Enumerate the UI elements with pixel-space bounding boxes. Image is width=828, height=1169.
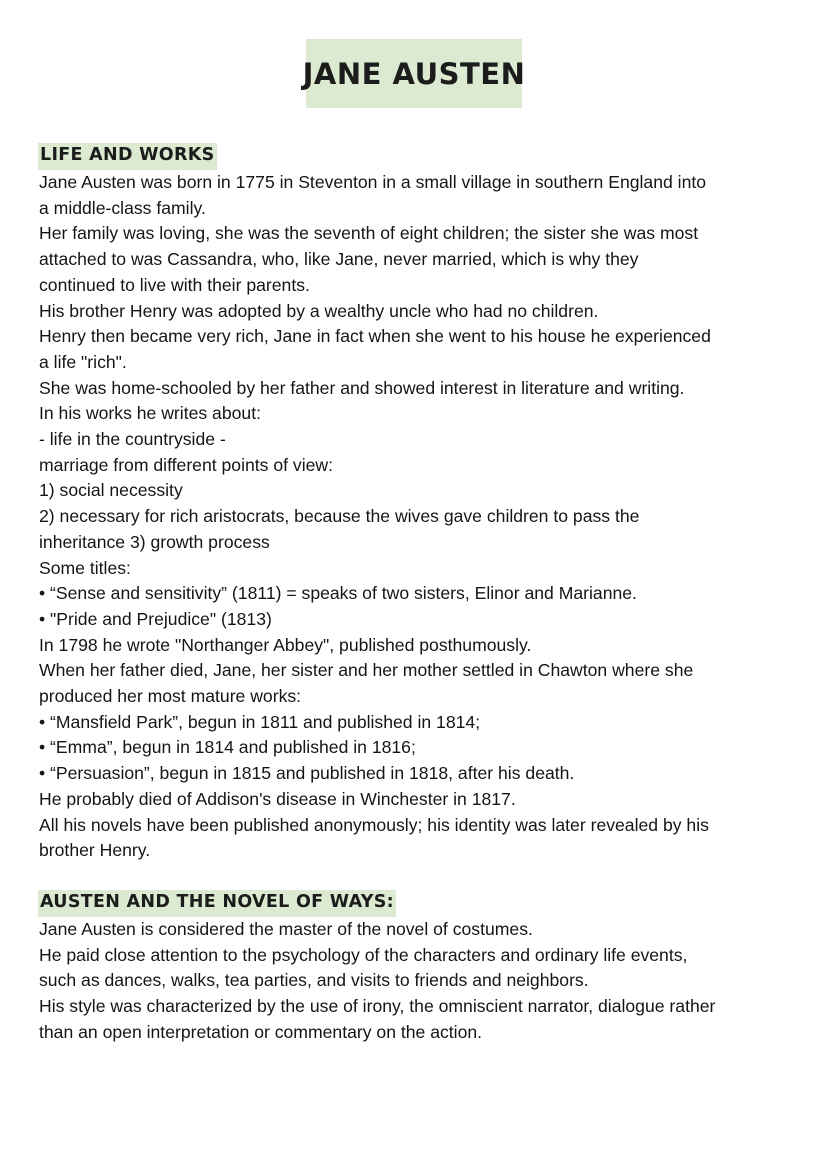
text-line: She was home-schooled by her father and showed interest in literature and writing.	[39, 377, 685, 398]
section-heading: LIFE AND WORKS	[38, 143, 217, 170]
text-line: such as dances, walks, tea parties, and visits to friends and neighbors.	[39, 970, 589, 991]
list-item: • “Persuasion”, begun in 1815 and published in 1818, after his death.	[39, 763, 575, 784]
page-title: JANE AUSTEN	[302, 56, 526, 91]
text-line: Her family was loving, she was the seventh of eight children; the sister she was most	[39, 223, 699, 244]
text-line: 2) necessary for rich aristocrats, because the wives gave children to pass the	[39, 506, 640, 527]
text-line: In 1798 he wrote "Northanger Abbey", published posthumously.	[39, 634, 532, 655]
text-line: a middle-class family.	[39, 197, 206, 218]
text-line: inheritance 3) growth process	[39, 531, 270, 552]
section-body	[39, 917, 809, 1046]
section-heading: AUSTEN AND THE NOVEL OF WAYS:	[38, 890, 396, 917]
text-line: continued to live with their parents.	[39, 274, 310, 295]
list-item: • “Mansfield Park”, begun in 1811 and published in 1814;	[39, 711, 481, 732]
text-line: a life "rich".	[39, 351, 127, 372]
text-line: - life in the countryside -	[39, 429, 226, 450]
text-line: produced her most mature works:	[39, 686, 302, 707]
list-item: • "Pride and Prejudice" (1813)	[39, 608, 272, 629]
text-line: than an open interpretation or commentary on the action.	[39, 1021, 483, 1042]
section-life-and-works	[39, 143, 809, 864]
text-line: Some titles:	[39, 557, 131, 578]
text-line: He probably died of Addison's disease in Winchester in 1817.	[39, 788, 516, 809]
text-line: brother Henry.	[39, 840, 151, 861]
text-line: Jane Austen is considered the master of the novel of costumes.	[39, 919, 533, 939]
text-line: Jane Austen was born in 1775 in Steventon in a small village in southern England into	[39, 172, 707, 192]
text-line: attached to was Cassandra, who, like Jane, never married, which is why they	[39, 249, 639, 270]
list-item: • “Sense and sensitivity” (1811) = speaks of two sisters, Elinor and Marianne.	[39, 583, 637, 604]
title-banner	[302, 39, 526, 108]
section-body	[39, 170, 809, 864]
text-line: His style was characterized by the use of irony, the omniscient narrator, dialogue rather	[39, 996, 716, 1017]
text-line: When her father died, Jane, her sister and her mother settled in Chawton where she	[39, 660, 694, 681]
text-line: All his novels have been published anonymously; his identity was later revealed by his	[39, 814, 709, 835]
text-line: Henry then became very rich, Jane in fact when she went to his house he experienced	[39, 326, 711, 347]
section-novel-of-ways	[39, 890, 809, 1046]
list-item: • “Emma”, begun in 1814 and published in 1816;	[39, 737, 416, 758]
text-line: In his works he writes about:	[39, 403, 261, 424]
text-line: He paid close attention to the psychology of the characters and ordinary life events,	[39, 944, 688, 965]
text-line: 1) social necessity	[39, 480, 183, 501]
text-line: His brother Henry was adopted by a wealthy uncle who had no children.	[39, 300, 599, 321]
text-line: marriage from different points of view:	[39, 454, 334, 475]
